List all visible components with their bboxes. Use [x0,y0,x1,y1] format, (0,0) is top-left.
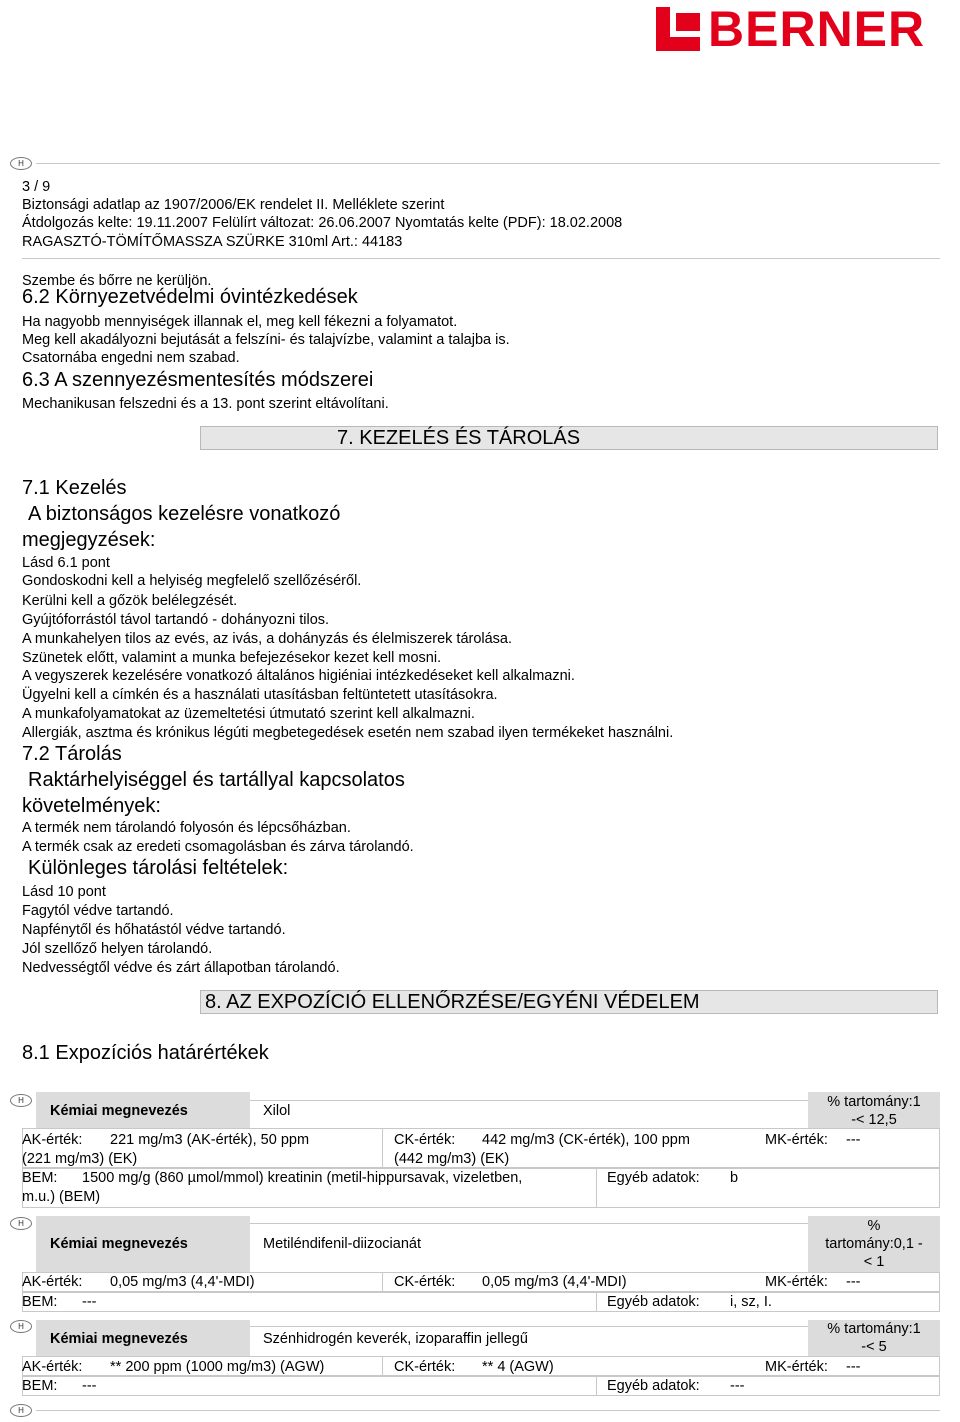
section-marker-icon: H [10,157,32,170]
divider [36,1410,940,1411]
special-storage-line: Lásd 10 pont [22,884,106,900]
bem-value: 1500 mg/g (860 µmol/mmol) kreatinin (metil-hippursavak, vizeletben, [82,1170,523,1186]
storage-line: A termék nem tárolandó folyosón és lépcsőházban. [22,820,351,836]
storage-line: A termék csak az eredeti csomagolásban és zárva tárolandó. [22,839,414,855]
handling-line: Allergiák, asztma és krónikus légúti megbetegedések esetén nem szabad ilyen termékeket használni. [22,725,674,741]
mk-value: --- [846,1274,861,1290]
bem-value: --- [82,1378,97,1394]
pct-line: -< 5 [861,1339,887,1355]
bem-value-cont: m.u.) (BEM) [22,1189,101,1205]
pct-line: % tartomány:1 [827,1321,921,1337]
section-marker-icon: H [10,1404,32,1417]
section-7-1-subtitle: A biztonságos kezelésre vonatkozó [28,503,341,525]
special-storage-title: Különleges tárolási feltételek: [28,857,289,879]
handling-line: A munkafolyamatokat az üzemeltetési útmutató szerint kell alkalmazni. [22,706,475,722]
handling-line: Gondoskodni kell a helyiség megfelelő szellőzéséről. [22,573,362,589]
divider [22,258,940,259]
handling-line: Kerülni kell a gőzök belélegzését. [22,593,238,609]
chem-label: Kémiai megnevezés [50,1236,188,1252]
bem-label: BEM: [22,1170,58,1186]
section-marker-icon: H [10,1217,32,1230]
section-7-2-title: 7.2 Tárolás [22,743,122,765]
ck-value: ** 4 (AGW) [482,1359,554,1375]
mk-value: --- [846,1132,861,1148]
logo-text: BERNER [708,1,926,57]
special-storage-line: Fagytól védve tartandó. [22,903,174,919]
pct-line: < 1 [863,1254,885,1270]
section-7-2-subtitle-cont: követelmények: [22,795,161,817]
pct-line: % tartomány:1 [827,1094,921,1110]
mk-value: --- [846,1359,861,1375]
bem-value: --- [82,1294,97,1310]
special-storage-line: Nedvességtől védve és zárt állapotban tárolandó. [22,960,340,976]
divider [382,1128,383,1168]
ck-label: CK-érték: [394,1274,456,1290]
bem-row [22,1376,940,1396]
divider [36,163,940,164]
berner-logo [656,1,926,57]
pct-line: -< 12,5 [851,1112,897,1128]
dates-line: Átdolgozás kelte: 19.11.2007 Felülírt változat: 26.06.2007 Nyomtatás kelte (PDF): 18.02.2008 [22,215,623,231]
chem-label: Kémiai megnevezés [50,1331,188,1347]
section6-intro: Szembe és bőrre ne kerüljön. [22,273,212,289]
divider [596,1292,597,1312]
other-label: Egyéb adatok: [607,1294,700,1310]
divider [596,1376,597,1396]
divider [596,1168,597,1208]
logo-mark-icon [656,7,700,51]
other-label: Egyéb adatok: [607,1170,700,1186]
ck-value: 0,05 mg/m3 (4,4'-MDI) [482,1274,627,1290]
ak-label: AK-érték: [22,1132,83,1148]
other-value: i, sz, I. [730,1294,772,1310]
other-value: --- [730,1378,745,1394]
section-7-1-subtitle-cont: megjegyzések: [22,529,156,551]
section-7-banner: 7. KEZELÉS ÉS TÁROLÁS [200,426,938,450]
chem-label: Kémiai megnevezés [50,1103,188,1119]
handling-line: Ügyelni kell a címkén és a használati utasításban feltüntetett utasításokra. [22,687,498,703]
ck-label: CK-érték: [394,1359,456,1375]
section-6-2-line: Meg kell akadályozni bejutását a felszíni- és talajvízbe, valamint a talajba is. [22,332,510,348]
section-6-3-line: Mechanikusan felszedni és a 13. pont szerint eltávolítani. [22,396,389,412]
bem-label: BEM: [22,1294,58,1310]
ak-value: ** 200 ppm (1000 mg/m3) (AGW) [110,1359,325,1375]
handling-line: Szünetek előtt, valamint a munka befejezésekor kezet kell mosni. [22,650,442,666]
section-6-3-title: 6.3 A szennyezésmentesítés módszerei [22,369,374,391]
section-8-banner: 8. AZ EXPOZÍCIÓ ELLENŐRZÉSE/EGYÉNI VÉDELEM [200,990,938,1014]
special-storage-line: Jól szellőző helyen tárolandó. [22,941,213,957]
other-value: b [730,1170,739,1186]
section-marker-icon: H [10,1094,32,1107]
page-number: 3 / 9 [22,179,51,195]
ck-value-cont: (442 mg/m3) (EK) [394,1151,510,1167]
pct-line: tartomány:0,1 - [825,1236,923,1252]
other-label: Egyéb adatok: [607,1378,700,1394]
handling-line: Gyújtóforrástól távol tartandó - dohányozni tilos. [22,612,330,628]
section-7-1-title: 7.1 Kezelés [22,477,127,499]
mk-label: MK-érték: [765,1132,828,1148]
pct-line: % [867,1218,881,1234]
chem-name: Xilol [263,1103,291,1119]
regulation-line: Biztonsági adatlap az 1907/2006/EK rendelet II. Melléklete szerint [22,197,445,213]
ak-label: AK-érték: [22,1359,83,1375]
bem-row [22,1292,940,1312]
ck-value: 442 mg/m3 (CK-érték), 100 ppm [482,1132,690,1148]
section-marker-icon: H [10,1320,32,1333]
section-6-2-title: 6.2 Környezetvédelmi óvintézkedések [22,286,358,308]
section-6-2-line: Csatornába engedni nem szabad. [22,350,240,366]
handling-line: A vegyszerek kezelésére vonatkozó általános higiéniai intézkedéseket kell alkalmazni. [22,668,575,684]
divider [382,1356,383,1376]
section-8-1-title: 8.1 Expozíciós határértékek [22,1042,269,1064]
ck-label: CK-érték: [394,1132,456,1148]
bem-label: BEM: [22,1378,58,1394]
section-7-2-subtitle: Raktárhelyiséggel és tartállyal kapcsolatos [28,769,405,791]
ak-value: 0,05 mg/m3 (4,4'-MDI) [110,1274,255,1290]
chem-name: Szénhidrogén keverék, izoparaffin jellegű [263,1331,528,1347]
mk-label: MK-érték: [765,1359,828,1375]
mk-label: MK-érték: [765,1274,828,1290]
divider [382,1272,383,1292]
chem-name: Metiléndifenil-diizocianát [263,1236,421,1252]
section-6-2-line: Ha nagyobb mennyiségek illannak el, meg kell fékezni a folyamatot. [22,314,458,330]
ak-label: AK-érték: [22,1274,83,1290]
ak-value-cont: (221 mg/m3) (EK) [22,1151,138,1167]
handling-line: Lásd 6.1 pont [22,555,110,571]
handling-line: A munkahelyen tilos az evés, az ivás, a dohányzás és élelmiszerek tárolása. [22,631,513,647]
special-storage-line: Napfénytől és hőhatástól védve tartandó. [22,922,286,938]
product-line: RAGASZTÓ-TÖMÍTŐMASSZA SZÜRKE 310ml Art.: 44183 [22,234,403,250]
ak-value: 221 mg/m3 (AK-érték), 50 ppm [110,1132,310,1148]
